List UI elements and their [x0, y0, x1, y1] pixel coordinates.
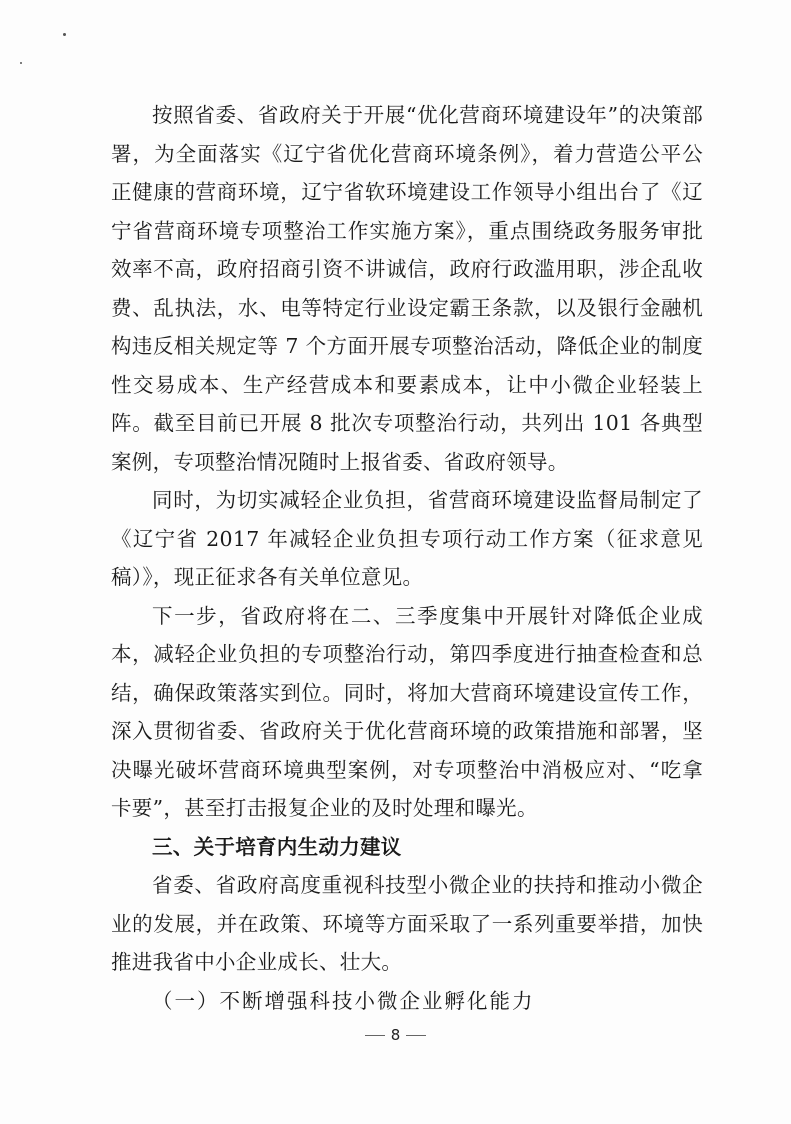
footer-dash-left — [365, 1035, 385, 1036]
scan-speck — [20, 62, 22, 64]
paragraph-next-steps: 下一步，省政府将在二、三季度集中开展针对降低企业成本，减轻企业负担的专项整治行动，第四季度进行抽查检查和总结，确保政策落实到位。同时，将加大营商环境建设宣传工作，深入贯彻省委、省政府关于优化营商环境的政策措施和部署，坚决曝光破坏营商环境典型案例，对专项整治中消极应对、“吃拿卡要”，甚至打击报复企业的及时处理和曝光。 — [111, 603, 703, 820]
document-body — [111, 96, 703, 1020]
paragraph-section-intro: 省委、省政府高度重视科技型小微企业的扶持和推动小微企业的发展，并在政策、环境等方面采取了一系列重要举措，加快推进我省中小企业成长、壮大。 — [111, 873, 703, 974]
paragraph-business-environment: 按照省委、省政府关于开展“优化营商环境建设年”的决策部署，为全面落实《辽宁省优化营商环境条例》，着力营造公平公正健康的营商环境，辽宁省软环境建设工作领导小组出台了《辽宁省营商环境专项整治工作实施方案》，重点围绕政务服务审批效率不高，政府招商引资不讲诚信，政府行政滥用职，涉企乱收费、乱执法，水、电等特定行业设定霸王条款，以及银行金融机构违反相关规定等 7 个方面开展专项整治活动，降低企业的制度性交易成本、生产经营成本和要素成本，让中小微企业轻装上阵。截至目前已开展 8 批次专项整治行动，共列出 101 各典型案例，专项整治情况随时上报省委、省政府领导。 — [111, 103, 703, 474]
footer-dash-right — [406, 1035, 426, 1036]
subsection-heading: （一）不断增强科技小微企业孵化能力 — [152, 988, 535, 1013]
page-number: 8 — [390, 1026, 401, 1044]
paragraph-reduce-burden: 同时，为切实减轻企业负担，省营商环境建设监督局制定了《辽宁省 2017 年减轻企业负担专项行动工作方案（征求意见稿）》，现正征求各有关单位意见。 — [111, 488, 703, 589]
scan-speck — [63, 33, 66, 36]
section-heading: 三、关于培育内生动力建议 — [152, 834, 402, 859]
page-footer — [0, 1026, 791, 1044]
